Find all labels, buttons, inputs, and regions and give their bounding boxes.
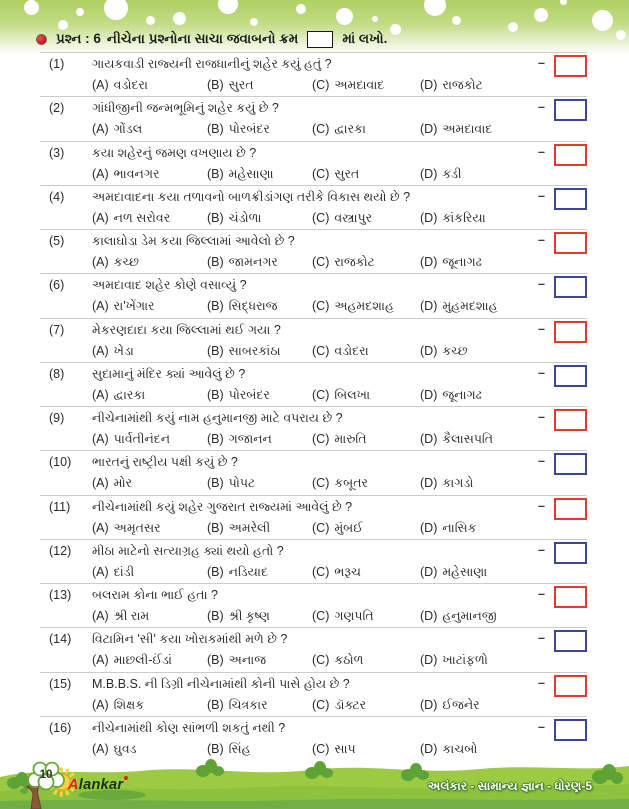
book-title: અલંકાર - સામાન્ય જ્ઞાન - ધોરણ-5 <box>427 779 592 793</box>
option-b-text: પોરબંદર <box>228 387 270 402</box>
option-a-label: (A) <box>92 653 109 668</box>
question-number: (4) <box>49 189 65 204</box>
option-b-label: (B) <box>207 609 224 623</box>
question-number: (6) <box>49 278 65 293</box>
answer-dash: – <box>538 410 545 424</box>
option-d-text: કાંકરિયા <box>442 210 486 225</box>
option-c-text: સાપ <box>334 741 356 756</box>
question-number: (15) <box>49 676 72 691</box>
option-d-text: ઈજનેર <box>442 697 480 712</box>
question-row <box>40 584 587 628</box>
option-b-text: અનાજ <box>228 653 267 668</box>
answer-box[interactable] <box>554 144 587 166</box>
question-text: મીઠા માટેનો સત્યાગ્રહ ક્યાં થયો હતો ? <box>92 543 284 558</box>
option-b <box>207 476 312 491</box>
question-row <box>40 540 587 584</box>
option-b-text: ગજાનન <box>228 432 272 446</box>
option-d-text: મુહમદશાહ <box>442 299 498 314</box>
option-d-text: હનુમાનજી <box>442 609 497 623</box>
option-c-label: (C) <box>312 255 330 269</box>
option-a-text: કચ્છ <box>113 255 139 269</box>
option-d-text: નાસિક <box>442 520 477 535</box>
question-number: (5) <box>49 234 65 248</box>
answer-area <box>538 586 587 608</box>
option-d-label: (D) <box>420 432 438 446</box>
option-d-label: (D) <box>420 166 438 181</box>
option-d-text: કાચબો <box>442 741 478 756</box>
option-a <box>92 476 207 491</box>
option-b-text: નડિયાદ <box>228 564 268 579</box>
option-a-label: (A) <box>92 520 109 535</box>
answer-box[interactable] <box>554 321 587 343</box>
option-d-label: (D) <box>420 609 438 623</box>
prompt-suffix: માં લખો. <box>342 31 388 46</box>
option-d-text: કડી <box>442 166 462 181</box>
question-number: (7) <box>49 322 65 337</box>
answer-dash: – <box>538 675 545 690</box>
option-c-text: કઠોળ <box>334 653 364 668</box>
option-c-text: ડૉક્ટર <box>334 697 367 712</box>
question-number: (11) <box>49 499 71 514</box>
option-b-text: શ્રી કૃષ્ણ <box>228 609 270 623</box>
option-c-text: કબૂતર <box>334 476 368 491</box>
option-c <box>312 78 420 93</box>
question-row <box>40 407 587 451</box>
option-c-label: (C) <box>312 387 330 402</box>
option-a-label: (A) <box>92 564 109 579</box>
option-c <box>312 122 420 137</box>
question-text: અમદાવાદના કયા તળાવનો બાળક્રીડાંગણ તરીકે વિકાસ થયો છે ? <box>92 189 411 204</box>
answer-area <box>538 276 587 298</box>
question-number: (13) <box>49 588 72 602</box>
question-number: (2) <box>49 101 65 116</box>
option-b <box>207 344 312 359</box>
answer-box[interactable] <box>554 188 587 210</box>
option-d-text: અમદાવાદ <box>442 122 493 137</box>
question-text: નીચેનામાંથી કયું નામ હનુમાનજી માટે વપરાય છે ? <box>92 411 343 425</box>
option-b-text: જામનગર <box>228 255 278 269</box>
option-b-label: (B) <box>207 741 224 756</box>
option-a-text: ગોંડલ <box>113 122 143 137</box>
option-d-text: કાગડો <box>442 476 474 491</box>
option-d <box>420 344 587 359</box>
option-d-label: (D) <box>420 564 438 579</box>
option-b-text: પોરબંદર <box>228 122 270 137</box>
option-d <box>420 299 587 314</box>
logo-text: Alankar <box>68 777 124 793</box>
option-c-text: ગણપતિ <box>334 609 374 623</box>
option-b-text: ચિત્રકાર <box>228 697 268 712</box>
option-d <box>420 476 587 491</box>
answer-area <box>538 630 587 652</box>
option-b-label: (B) <box>207 653 224 668</box>
option-d-label: (D) <box>420 210 438 225</box>
answer-area <box>538 365 587 387</box>
question-row <box>40 451 587 495</box>
option-c <box>312 167 420 182</box>
answer-dash: – <box>538 631 545 646</box>
option-b <box>207 299 312 314</box>
option-a <box>92 653 207 668</box>
answer-box[interactable] <box>554 276 587 298</box>
option-a-label: (A) <box>92 122 109 137</box>
option-d-label: (D) <box>420 741 438 756</box>
answer-box[interactable] <box>554 409 587 431</box>
option-a-label: (A) <box>92 609 109 623</box>
option-c-label: (C) <box>312 564 330 579</box>
option-a <box>92 521 207 536</box>
question-number: (8) <box>49 366 65 381</box>
answer-box[interactable] <box>554 365 587 387</box>
question-text: ગાયકવાડી રાજ્યની રાજધાનીનું શહેર કયું હતું ? <box>92 57 332 71</box>
prompt-number: પ્રશ્ન : 6 <box>56 31 101 46</box>
option-c <box>312 211 420 226</box>
hill-dark-band <box>0 799 629 809</box>
answer-area <box>538 453 587 475</box>
prompt-answer-box <box>307 31 333 48</box>
answer-box[interactable] <box>554 453 587 475</box>
tree-leaf <box>20 788 28 794</box>
option-a-text: શ્રી રામ <box>113 609 150 623</box>
option-d <box>420 255 587 270</box>
question-row <box>40 142 587 186</box>
option-d-label: (D) <box>420 299 438 314</box>
option-b-text: મહેસાણા <box>228 166 274 181</box>
option-d <box>420 122 587 137</box>
option-b-text: ચંડોળા <box>228 210 262 225</box>
option-a-label: (A) <box>92 697 109 712</box>
option-b-label: (B) <box>207 387 224 402</box>
option-d-label: (D) <box>420 122 438 137</box>
question-number: (1) <box>49 57 65 71</box>
question-text: નીચેનામાંથી કોણ સાંભળી શકતું નથી ? <box>92 720 286 735</box>
option-d-text: કચ્છ <box>442 343 468 358</box>
option-a <box>92 432 207 447</box>
answer-dash: – <box>538 100 545 115</box>
question-number: (16) <box>49 720 72 735</box>
question-text: M.B.B.S. ની ડિગ્રી નીચેનામાંથી કોની પાસે હોય છે ? <box>92 676 350 691</box>
answer-box[interactable] <box>554 719 587 741</box>
option-c <box>312 698 420 713</box>
question-text: બલરામ કોના ભાઈ હતા ? <box>92 588 218 602</box>
option-c-text: સુરત <box>334 166 360 181</box>
option-d <box>420 609 587 624</box>
page-number: 10 <box>39 769 53 781</box>
answer-box[interactable] <box>554 586 587 608</box>
option-a <box>92 299 207 314</box>
option-b <box>207 698 312 713</box>
option-d <box>420 167 587 182</box>
option-b-label: (B) <box>207 432 224 446</box>
option-d <box>420 521 587 536</box>
option-a-label: (A) <box>92 741 109 756</box>
option-b-label: (B) <box>207 476 224 491</box>
option-a <box>92 388 207 403</box>
question-row <box>40 628 587 672</box>
answer-area <box>538 188 587 210</box>
option-c-text: મારુતિ <box>334 432 367 446</box>
option-c-label: (C) <box>312 741 330 756</box>
option-a-text: શિક્ષક <box>113 697 145 712</box>
question-text: અમદાવાદ શહેર કોણે વસાવ્યું ? <box>92 278 247 293</box>
option-c <box>312 653 420 668</box>
answer-box[interactable] <box>554 55 587 77</box>
option-c <box>312 565 420 580</box>
option-a-label: (A) <box>92 210 109 225</box>
answer-dash: – <box>538 454 545 469</box>
answer-area <box>538 321 587 343</box>
answer-box[interactable] <box>554 630 587 652</box>
option-c-label: (C) <box>312 609 330 623</box>
option-b-label: (B) <box>207 299 224 314</box>
option-d <box>420 653 587 668</box>
question-row <box>40 274 587 318</box>
question-row <box>40 673 587 717</box>
answer-box[interactable] <box>554 675 587 697</box>
option-a-text: પાર્વતીનંદન <box>113 432 171 446</box>
option-a-text: દ્વારકા <box>113 387 146 402</box>
question-text: ભારતનું રાષ્ટ્રીય પક્ષી કયું છે ? <box>92 455 238 470</box>
option-a-label: (A) <box>92 299 109 314</box>
option-a-label: (A) <box>92 476 109 491</box>
answer-area <box>538 542 587 564</box>
option-b-label: (B) <box>207 520 224 535</box>
option-a-text: દાંડી <box>113 564 135 579</box>
option-a-label: (A) <box>92 166 109 181</box>
answer-area <box>538 99 587 121</box>
option-c-label: (C) <box>312 343 330 358</box>
option-d-text: ખાટાંફળો <box>442 653 488 668</box>
answer-dash: – <box>538 587 545 601</box>
answer-area <box>538 498 587 520</box>
answer-dash: – <box>538 144 545 159</box>
option-c <box>312 344 420 359</box>
option-a-text: નળ સરોવર <box>113 210 171 225</box>
option-a <box>92 78 207 93</box>
question-row <box>40 319 587 363</box>
option-b-text: પોપટ <box>228 476 256 491</box>
answer-box[interactable] <box>554 99 587 121</box>
option-b <box>207 565 312 580</box>
option-a-text: ખેડા <box>113 343 134 358</box>
answer-dash: – <box>538 277 545 292</box>
option-a-label: (A) <box>92 255 109 269</box>
option-b-text: સુરત <box>228 78 254 92</box>
question-row <box>40 53 587 97</box>
option-c-label: (C) <box>312 78 330 92</box>
option-b <box>207 122 312 137</box>
answer-area <box>538 675 587 697</box>
question-text: મેકરણદાદા કયા જિલ્લામાં થઈ ગયા ? <box>92 322 281 337</box>
answer-dash: – <box>538 321 545 336</box>
option-a-text: માછલી-ઈંડાં <box>113 653 172 668</box>
option-d-text: રાજકોટ <box>442 78 483 92</box>
option-d-text: કૈલાસપતિ <box>442 432 494 446</box>
option-a <box>92 211 207 226</box>
option-a <box>92 565 207 580</box>
option-a <box>92 344 207 359</box>
option-b-label: (B) <box>207 210 224 225</box>
option-c-label: (C) <box>312 210 330 225</box>
answer-dash: – <box>538 498 545 513</box>
option-c-text: દ્વારકા <box>334 122 366 137</box>
option-c <box>312 255 420 270</box>
option-c-text: વસ્ત્રાપુર <box>334 210 373 225</box>
option-c <box>312 609 420 624</box>
option-c-text: બિલખા <box>334 387 371 402</box>
option-c-label: (C) <box>312 520 330 535</box>
option-b <box>207 653 312 668</box>
answer-dash: – <box>538 56 545 70</box>
option-a-label: (A) <box>92 343 109 358</box>
answer-dash: – <box>538 542 545 557</box>
question-row <box>40 230 587 274</box>
question-number: (3) <box>49 145 65 160</box>
option-b <box>207 388 312 403</box>
option-b-label: (B) <box>207 166 224 181</box>
option-b-text: સાબરકાંઠા <box>228 343 281 358</box>
question-number: (12) <box>49 543 72 558</box>
option-d-label: (D) <box>420 697 438 712</box>
option-a <box>92 698 207 713</box>
question-row <box>40 363 587 407</box>
option-d-label: (D) <box>420 255 438 269</box>
option-a-label: (A) <box>92 78 109 92</box>
option-d-label: (D) <box>420 387 438 402</box>
option-b-text: સિંહ <box>228 741 251 756</box>
option-d <box>420 78 587 93</box>
option-a-text: અમૃતસર <box>113 520 161 535</box>
option-b-text: અમરેલી <box>228 520 271 535</box>
option-b <box>207 521 312 536</box>
option-c-label: (C) <box>312 476 330 491</box>
question-row <box>40 496 587 540</box>
question-row <box>40 186 587 230</box>
question-text: નીચેનામાંથી કયું શહેર ગુજરાત રાજ્યમાં આવેલું છે ? <box>92 499 353 514</box>
answer-dash: – <box>538 719 545 734</box>
option-a-text: રા'ખેંગાર <box>113 299 155 314</box>
option-a-label: (A) <box>92 387 109 402</box>
answer-area <box>538 55 587 77</box>
option-d <box>420 565 587 580</box>
option-c-text: વડોદરા <box>334 343 369 358</box>
option-b <box>207 609 312 624</box>
question-prompt <box>36 29 609 49</box>
answer-area <box>538 144 587 166</box>
answer-box[interactable] <box>554 542 587 564</box>
answer-area <box>538 409 587 431</box>
answer-area <box>538 232 587 254</box>
option-b-text: સિદ્ધરાજ <box>228 299 278 314</box>
option-d-label: (D) <box>420 520 438 535</box>
option-b-label: (B) <box>207 343 224 358</box>
answer-dash: – <box>538 188 545 203</box>
question-text: વિટામિન 'સી' કયા ખોરાકમાંથી મળે છે ? <box>92 632 288 647</box>
option-b-label: (B) <box>207 122 224 137</box>
option-d-text: જૂનાગઢ <box>442 387 482 402</box>
alankar-logo <box>68 777 123 793</box>
question-text: કયા શહેરનું જમણ વખણાય છે ? <box>92 145 257 160</box>
question-text: ગાંધીજીની જન્મભૂમિનું શહેર કયું છે ? <box>92 101 279 116</box>
question-row <box>40 97 587 141</box>
option-b-label: (B) <box>207 255 224 269</box>
option-b <box>207 167 312 182</box>
page-footer <box>0 755 629 809</box>
option-a <box>92 122 207 137</box>
option-b <box>207 78 312 93</box>
question-number: (9) <box>49 411 65 425</box>
option-d <box>420 388 587 403</box>
option-c <box>312 521 420 536</box>
option-c-text: અમદાવાદ <box>334 78 385 92</box>
option-d-label: (D) <box>420 476 438 491</box>
option-a-text: વડોદરા <box>113 78 148 92</box>
option-a-text: ઘુવડ <box>113 741 137 756</box>
option-b <box>207 211 312 226</box>
question-number: (14) <box>49 632 72 647</box>
option-a <box>92 167 207 182</box>
option-a-text: મોર <box>113 476 133 491</box>
option-c <box>312 432 420 447</box>
option-d-label: (D) <box>420 653 438 668</box>
prompt-text: નીચેના પ્રશ્નોના સાચા જવાબનો ક્રમ <box>106 31 299 46</box>
red-bullet-icon <box>36 34 47 45</box>
option-c-label: (C) <box>312 432 330 446</box>
question-text: કાલાઘોડા ડેમ કયા જિલ્લામાં આવેલો છે ? <box>92 234 295 248</box>
question-text: સુદામાનું મંદિર ક્યાં આવેલું છે ? <box>92 366 246 381</box>
option-b-label: (B) <box>207 564 224 579</box>
option-b-label: (B) <box>207 697 224 712</box>
option-c-label: (C) <box>312 653 330 668</box>
option-c-label: (C) <box>312 166 330 181</box>
option-a <box>92 609 207 624</box>
option-c <box>312 388 420 403</box>
option-d <box>420 211 587 226</box>
option-d-text: જૂનાગઢ <box>442 255 482 269</box>
option-d-text: મહેસાણા <box>442 564 488 579</box>
option-a-label: (A) <box>92 432 109 446</box>
option-d <box>420 432 587 447</box>
answer-box[interactable] <box>554 232 587 254</box>
option-c <box>312 476 420 491</box>
option-d-label: (D) <box>420 343 438 358</box>
questions-list <box>40 52 587 761</box>
option-b <box>207 255 312 270</box>
option-c-label: (C) <box>312 122 330 137</box>
option-c <box>312 299 420 314</box>
option-b <box>207 432 312 447</box>
answer-dash: – <box>538 365 545 380</box>
option-c-label: (C) <box>312 299 330 314</box>
option-c-label: (C) <box>312 697 330 712</box>
option-c-text: રાજકોટ <box>334 255 375 269</box>
option-a <box>92 255 207 270</box>
answer-area <box>538 719 587 741</box>
option-c-text: મુંબઈ <box>334 520 363 535</box>
option-c-text: ભરૂચ <box>334 564 362 579</box>
option-c-text: અહમદશાહ <box>334 299 394 314</box>
answer-dash: – <box>538 233 545 247</box>
answer-box[interactable] <box>554 498 587 520</box>
option-d-label: (D) <box>420 78 438 92</box>
option-d <box>420 698 587 713</box>
option-a-text: ભાવનગર <box>113 166 160 181</box>
option-b-label: (B) <box>207 78 224 92</box>
question-number: (10) <box>49 455 72 470</box>
